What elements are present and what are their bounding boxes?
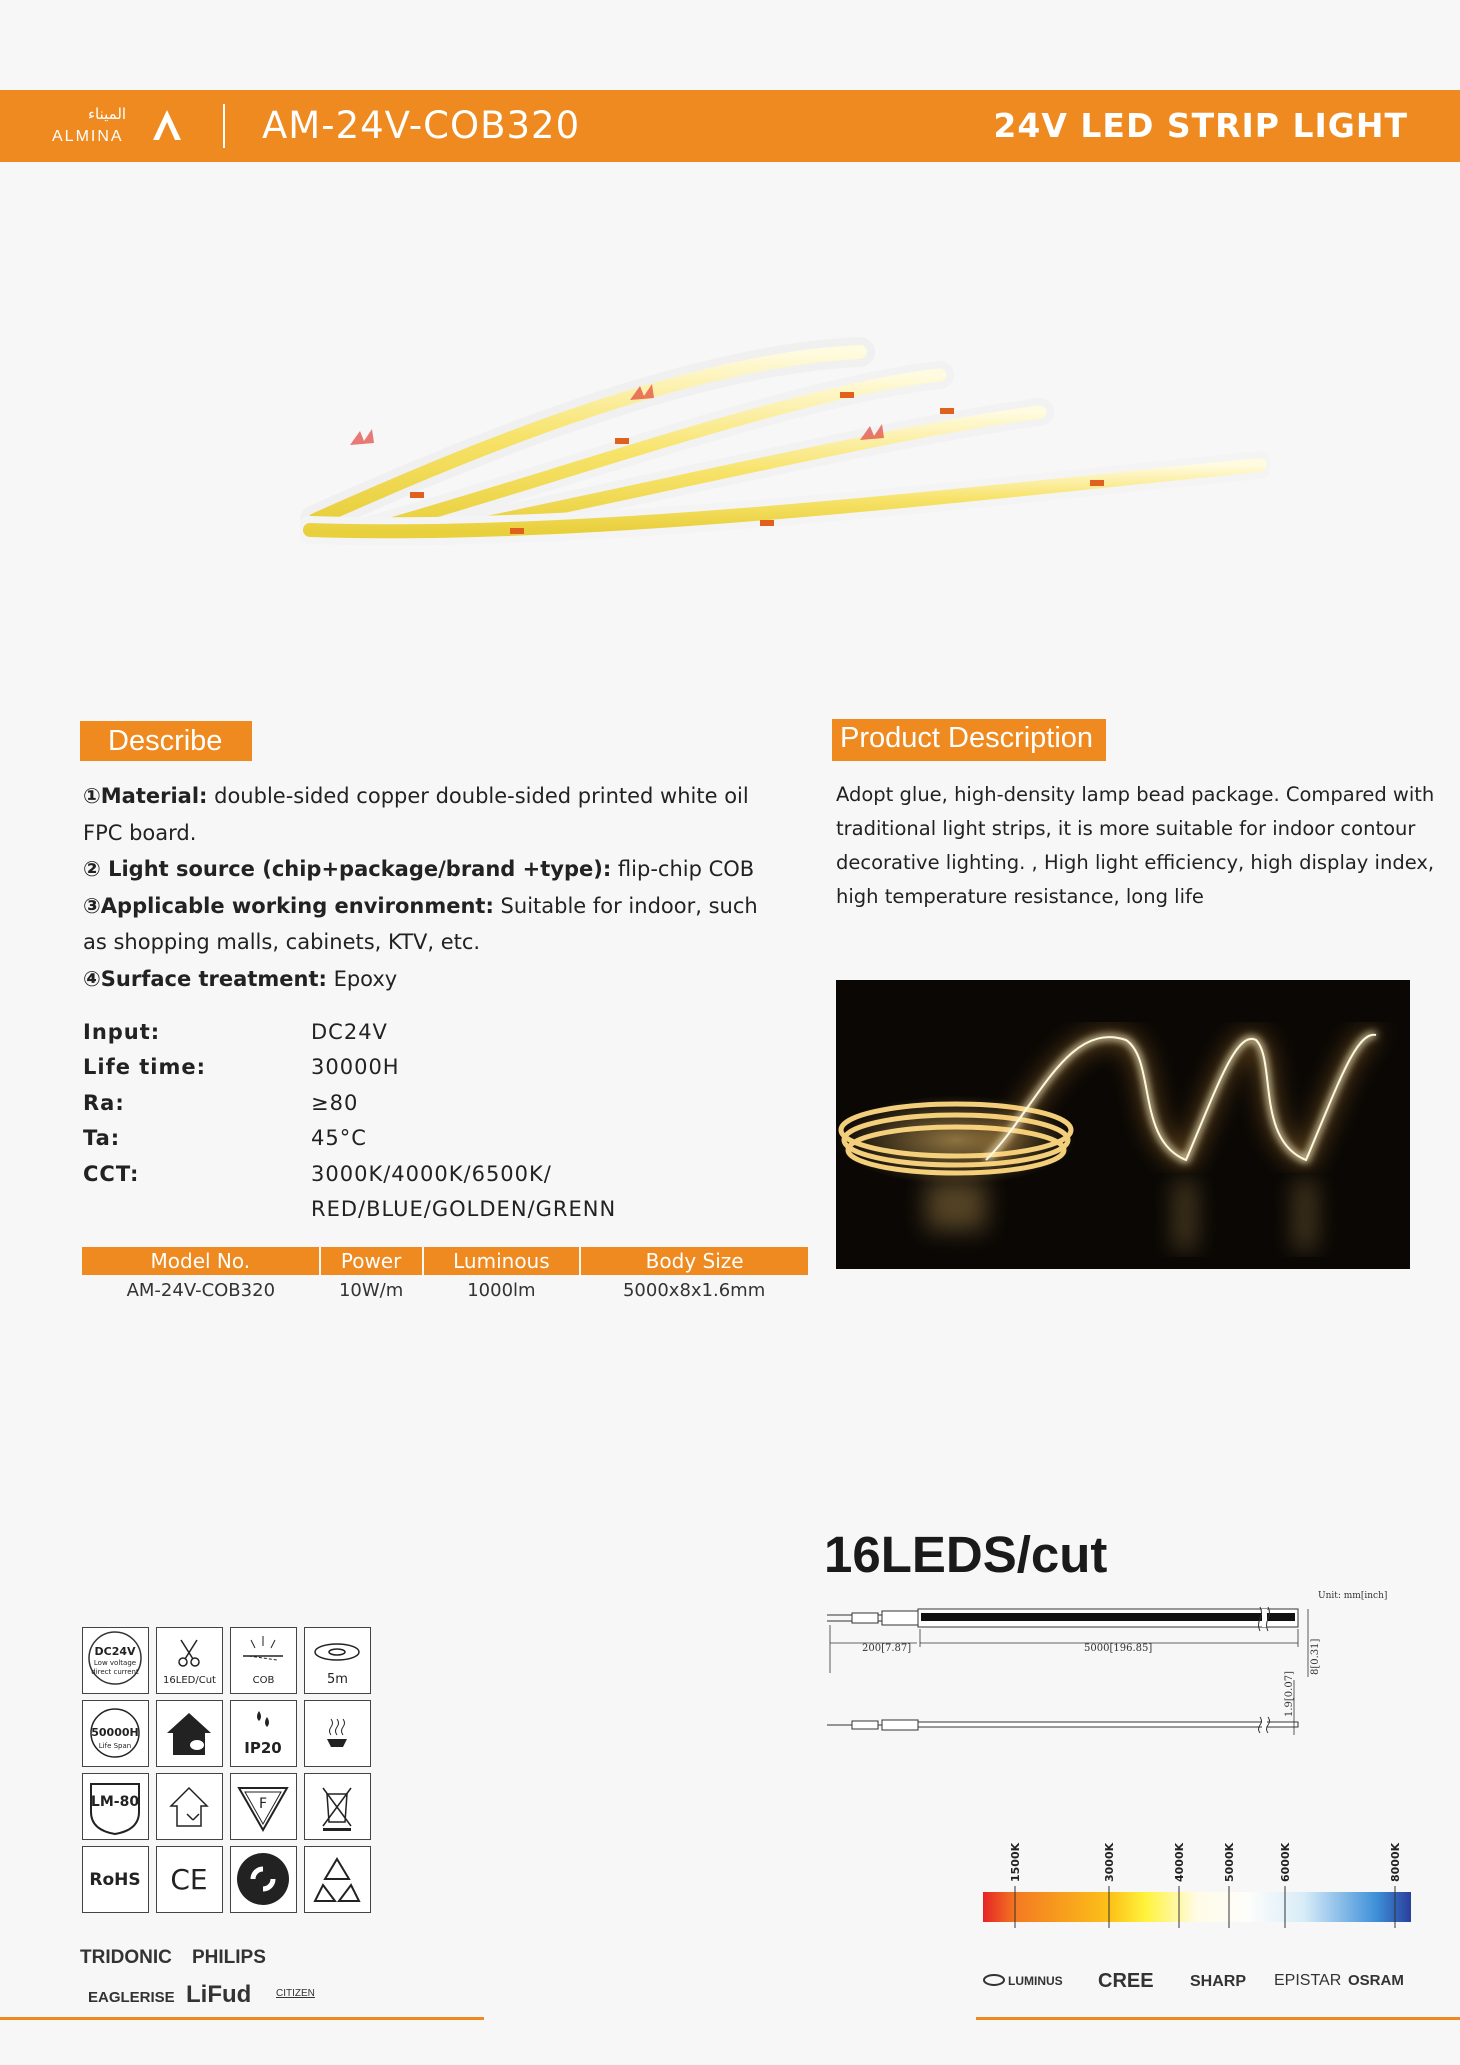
header-bar	[0, 90, 1460, 162]
reel-icon	[304, 1627, 371, 1694]
describe-item-text: double-sided copper double-sided printed white oil FPC board.	[83, 784, 749, 845]
describe-item-text: Suitable for indoor, such as shopping malls, cabinets, KTV, etc.	[83, 893, 758, 955]
dc-sub1-label: Low voltage	[93, 1659, 137, 1667]
weee-bin-icon	[304, 1773, 371, 1840]
brand-logo-icon	[150, 108, 184, 142]
describe-heading: Describe	[80, 721, 252, 761]
rohs-label: RoHS	[89, 1870, 141, 1890]
spec-key: Ra:	[83, 1090, 125, 1115]
lit-strip-photo	[836, 980, 1410, 1269]
product-description-text: Adopt glue, high-density lamp bead package. Compared with traditional light strips, it is more suitable for indoor contour decorative lighting. , High light efficiency, high display index, high temperature resistance, long life	[836, 783, 1435, 908]
luminus-logo-icon	[984, 1975, 1004, 1985]
table-header: Model No.	[82, 1247, 320, 1275]
brand-citizen: CITIZEN	[276, 1988, 315, 1999]
spec-value: 3000K/4000K/6500K/	[311, 1161, 552, 1186]
rohs-icon	[82, 1846, 149, 1913]
green-dot-icon	[230, 1846, 297, 1913]
ip-rating-icon	[230, 1700, 297, 1767]
describe-item-text: Epoxy	[326, 966, 398, 991]
svg-text:F: F	[258, 1796, 268, 1812]
dc-top-label: DC24V	[94, 1645, 136, 1658]
ce-label: CE	[170, 1863, 208, 1896]
cct-tick-label: 4000K	[1173, 1842, 1186, 1882]
dim-length-label: 5000[196.85]	[1084, 1643, 1153, 1654]
life-label: Life Span	[98, 1742, 132, 1750]
cct-color-scale	[983, 1838, 1411, 1938]
cct-tick-label: 6000K	[1279, 1842, 1292, 1882]
product-type-title: 24V LED STRIP LIGHT	[993, 106, 1408, 145]
table-cell: 1000lm	[467, 1279, 536, 1301]
recycle-icon	[304, 1846, 371, 1913]
table-cell: AM-24V-COB320	[126, 1279, 276, 1301]
describe-item-text: flip-chip COB	[611, 857, 755, 882]
spec-key: Ta:	[83, 1126, 121, 1151]
table-header-row	[82, 1247, 808, 1275]
table-cell: 5000x8x1.6mm	[622, 1279, 766, 1301]
product-description-heading: Product Description	[832, 719, 1106, 761]
spec-value: 30000H	[311, 1055, 400, 1080]
brand-lifud: LiFud	[186, 1981, 252, 2008]
spec-key: CCT:	[83, 1161, 140, 1186]
spec-value: 45°C	[311, 1126, 367, 1151]
ip-label: IP20	[244, 1739, 282, 1757]
partner-brands-right	[982, 1965, 1412, 1995]
model-spec-table	[82, 1247, 808, 1305]
unit-label: Unit: mm[inch]	[1318, 1591, 1388, 1601]
ce-mark-icon	[156, 1846, 223, 1913]
lm80-icon	[82, 1773, 149, 1840]
brand-epistar: EPISTAR	[1274, 1972, 1342, 1989]
describe-item	[83, 851, 773, 888]
lifespan-icon	[82, 1700, 149, 1767]
life-value-label: 50000H	[91, 1726, 139, 1739]
lm-label: LM-80	[90, 1794, 140, 1810]
brand-name: ALMINA	[52, 128, 124, 145]
dim-width-label: 8[0.31]	[1310, 1638, 1321, 1675]
table-header: Body Size	[580, 1247, 808, 1275]
describe-list	[83, 778, 773, 998]
header-divider	[223, 104, 225, 148]
certification-icon-grid	[82, 1627, 372, 1915]
spec-value: ≥80	[311, 1090, 359, 1115]
cut-label: 16LED/Cut	[163, 1675, 216, 1686]
brand-arabic: الميناء	[88, 105, 127, 123]
partner-brands-left	[80, 1940, 340, 2020]
brand-philips: PHILIPS	[192, 1947, 266, 1968]
indoor-home-icon	[156, 1700, 223, 1767]
brand-tridonic: TRIDONIC	[80, 1947, 172, 1968]
footer-rule-left	[0, 2017, 484, 2020]
cct-tick-label: 5000K	[1223, 1842, 1236, 1882]
cct-tick-label: 1500K	[1009, 1842, 1022, 1882]
table-cell: 10W/m	[338, 1279, 404, 1301]
table-header: Luminous	[423, 1247, 581, 1275]
describe-item	[83, 888, 773, 961]
describe-item-label: ①Material:	[83, 784, 208, 808]
brand-cree: CREE	[1098, 1970, 1154, 1992]
cob-chip-icon	[230, 1627, 297, 1694]
scissors-icon	[156, 1627, 223, 1694]
describe-item-label: ④Surface treatment:	[83, 966, 327, 991]
cct-tick-label: 8000K	[1389, 1842, 1402, 1882]
describe-item-label: ② Light source (chip+package/brand +type):	[83, 857, 612, 882]
table-header: Power	[320, 1247, 423, 1275]
spec-value: RED/BLUE/GOLDEN/GRENN	[311, 1196, 617, 1221]
brand-luminus: LUMINUS	[1008, 1974, 1063, 1988]
heat-resistance-icon	[304, 1700, 371, 1767]
table-row	[82, 1275, 808, 1305]
describe-item	[83, 961, 773, 998]
length-label: 5m	[327, 1672, 348, 1687]
spec-key: Life time:	[83, 1055, 207, 1080]
dc24v-icon	[82, 1627, 149, 1694]
describe-item	[83, 778, 773, 851]
describe-item-label: ③Applicable working environment:	[83, 893, 494, 918]
footer-rule-right	[976, 2017, 1460, 2020]
brand-sharp: SHARP	[1190, 1973, 1247, 1990]
dimension-drawing	[822, 1585, 1396, 1735]
indoor-use-icon	[156, 1773, 223, 1840]
f-mark-icon	[230, 1773, 297, 1840]
model-title: AM-24V-COB320	[262, 104, 581, 147]
spec-value: DC24V	[311, 1020, 388, 1044]
dc-sub2-label: direct current	[91, 1668, 139, 1676]
brand-eaglerise: EAGLERISE	[88, 1989, 175, 2006]
dim-lead-label: 200[7.87]	[862, 1643, 912, 1654]
cob-label: COB	[252, 1675, 275, 1686]
cct-tick-label: 3000K	[1103, 1842, 1116, 1882]
dim-thickness-label: 1.9[0.07]	[1284, 1671, 1295, 1717]
leds-per-cut-heading: 16LEDS/cut	[824, 1526, 1108, 1583]
brand-osram: OSRAM	[1348, 1972, 1404, 1989]
spec-key: Input:	[83, 1020, 161, 1044]
led-strip-product-image	[300, 330, 1270, 570]
